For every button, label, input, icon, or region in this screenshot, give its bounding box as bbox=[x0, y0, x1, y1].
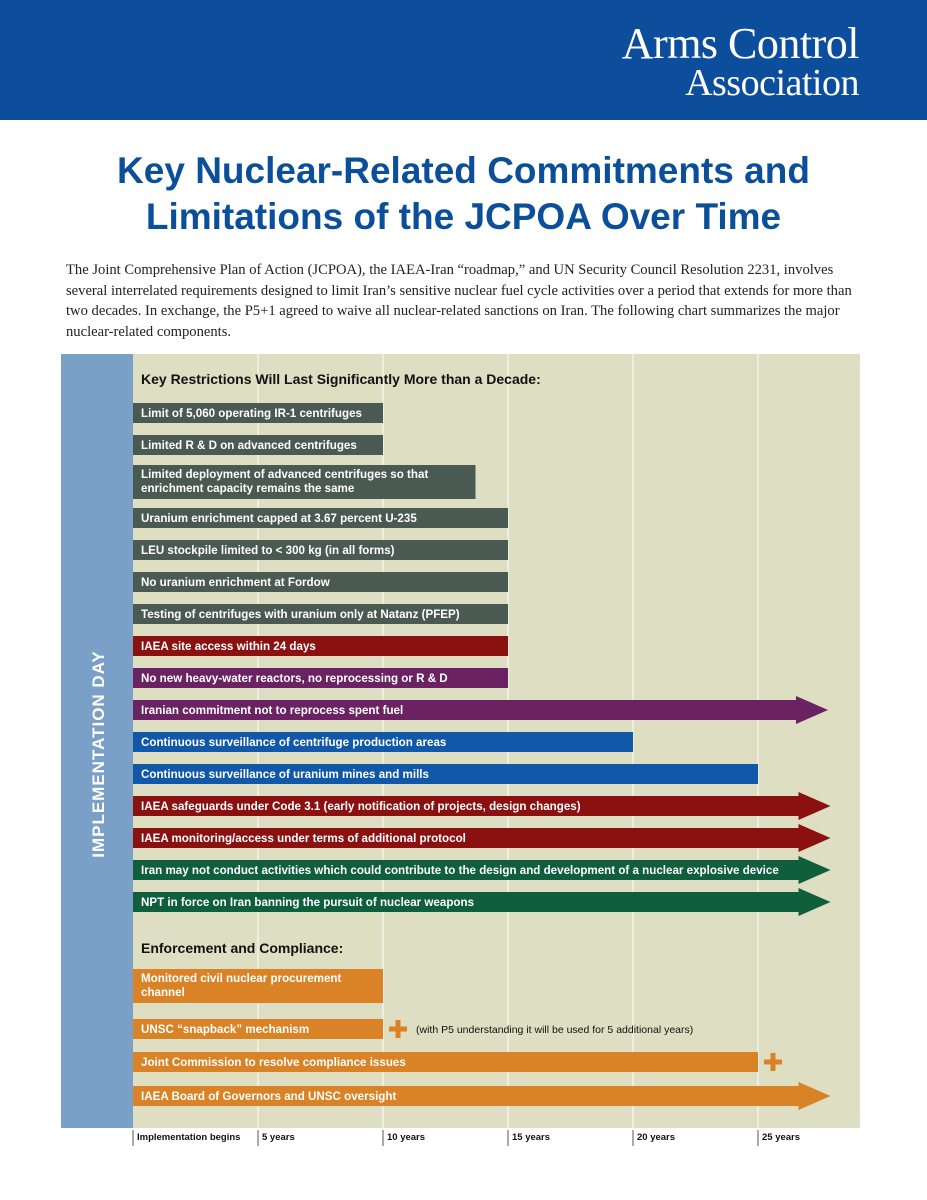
bar-label: Limited R & D on advanced centrifuges bbox=[141, 439, 357, 452]
plus-icon bbox=[396, 1020, 401, 1038]
timeline-bar-row bbox=[133, 403, 383, 423]
logo-line-1: Arms Control bbox=[621, 19, 859, 68]
timeline-bar-row bbox=[133, 792, 831, 820]
timeline-bar-row bbox=[133, 540, 508, 560]
bar-label: Limit of 5,060 operating IR-1 centrifuges bbox=[141, 407, 362, 420]
timeline-bar-row bbox=[133, 888, 831, 916]
title-line-2: Limitations of the JCPOA Over Time bbox=[145, 196, 782, 237]
logo-line-2: Association bbox=[685, 62, 859, 104]
bar-label: IAEA monitoring/access under terms of additional protocol bbox=[141, 832, 466, 845]
bar-label: Testing of centrifuges with uranium only at Natanz (PFEP) bbox=[141, 608, 460, 621]
bar-label: No uranium enrichment at Fordow bbox=[141, 576, 330, 589]
bar-label: IAEA safeguards under Code 3.1 (early notification of projects, design changes) bbox=[141, 800, 581, 813]
timeline-bar-row bbox=[133, 508, 508, 528]
timeline-bar-row bbox=[133, 696, 828, 724]
section-title: Enforcement and Compliance: bbox=[141, 940, 344, 956]
timeline-bar-row bbox=[133, 732, 633, 752]
bar-label: Continuous surveillance of uranium mines and mills bbox=[141, 768, 429, 781]
x-tick-label: 15 years bbox=[512, 1132, 551, 1143]
bar-label: IAEA Board of Governors and UNSC oversight bbox=[141, 1090, 397, 1103]
timeline-bar-row bbox=[133, 435, 383, 455]
bar-label: LEU stockpile limited to < 300 kg (in all forms) bbox=[141, 544, 395, 557]
bar-label: channel bbox=[141, 986, 185, 999]
timeline-bar-row bbox=[133, 465, 476, 499]
bar-label: IAEA site access within 24 days bbox=[141, 640, 316, 653]
timeline-bar-row bbox=[133, 636, 508, 656]
intro-paragraph: The Joint Comprehensive Plan of Action (JCPOA), the IAEA-Iran “roadmap,” and UN Security Council Resolution 2231, involves several interrelated requirements designed to limit Iran’s sensitive nuclear fuel cycle activities over a period that extends for more than two decades. In exchange, the P5+1 agreed to waive all nuclear-related sanctions on Iran. The following chart summarizes the major nuclear-related components. bbox=[66, 262, 852, 340]
timeline-bar-row bbox=[133, 604, 508, 624]
title-line-1: Key Nuclear-Related Commitments and bbox=[117, 150, 810, 191]
bar-note: (with P5 understanding it will be used for 5 additional years) bbox=[416, 1024, 694, 1036]
timeline-bar-row bbox=[133, 824, 831, 852]
implementation-day-label: IMPLEMENTATION DAY bbox=[89, 650, 108, 858]
x-tick-label: 25 years bbox=[762, 1132, 801, 1143]
x-tick-label: 20 years bbox=[637, 1132, 676, 1143]
bar-label: Iran may not conduct activities which could contribute to the design and development of a nuclear explosive device bbox=[141, 864, 779, 877]
timeline-bar-row bbox=[133, 668, 508, 688]
timeline-bar-row bbox=[133, 1052, 782, 1072]
bar-label: NPT in force on Iran banning the pursuit of nuclear weapons bbox=[141, 896, 475, 909]
timeline-bar-row bbox=[133, 764, 758, 784]
timeline-bar-row bbox=[133, 969, 383, 1003]
x-tick-label: 5 years bbox=[262, 1132, 295, 1143]
timeline-bar-row bbox=[133, 572, 508, 592]
x-tick-label: 10 years bbox=[387, 1132, 426, 1143]
timeline-bar-row bbox=[133, 856, 831, 884]
bar-label: Joint Commission to resolve compliance issues bbox=[141, 1056, 406, 1069]
bar-label: Uranium enrichment capped at 3.67 percent U-235 bbox=[141, 512, 417, 525]
x-tick-label: Implementation begins bbox=[137, 1132, 241, 1143]
plus-icon bbox=[771, 1053, 776, 1071]
bar-label: Limited deployment of advanced centrifuges so that bbox=[141, 468, 429, 481]
bar-label: Monitored civil nuclear procurement bbox=[141, 972, 342, 985]
bar-label: Iranian commitment not to reprocess spent fuel bbox=[141, 704, 404, 717]
bar-label: No new heavy-water reactors, no reprocessing or R & D bbox=[141, 672, 448, 685]
bar-label: UNSC “snapback” mechanism bbox=[141, 1023, 310, 1036]
section-title: Key Restrictions Will Last Significantly More than a Decade: bbox=[141, 371, 541, 387]
bar-label: enrichment capacity remains the same bbox=[141, 482, 355, 495]
bar-label: Continuous surveillance of centrifuge production areas bbox=[141, 736, 447, 749]
timeline-bar-row bbox=[133, 1082, 831, 1110]
